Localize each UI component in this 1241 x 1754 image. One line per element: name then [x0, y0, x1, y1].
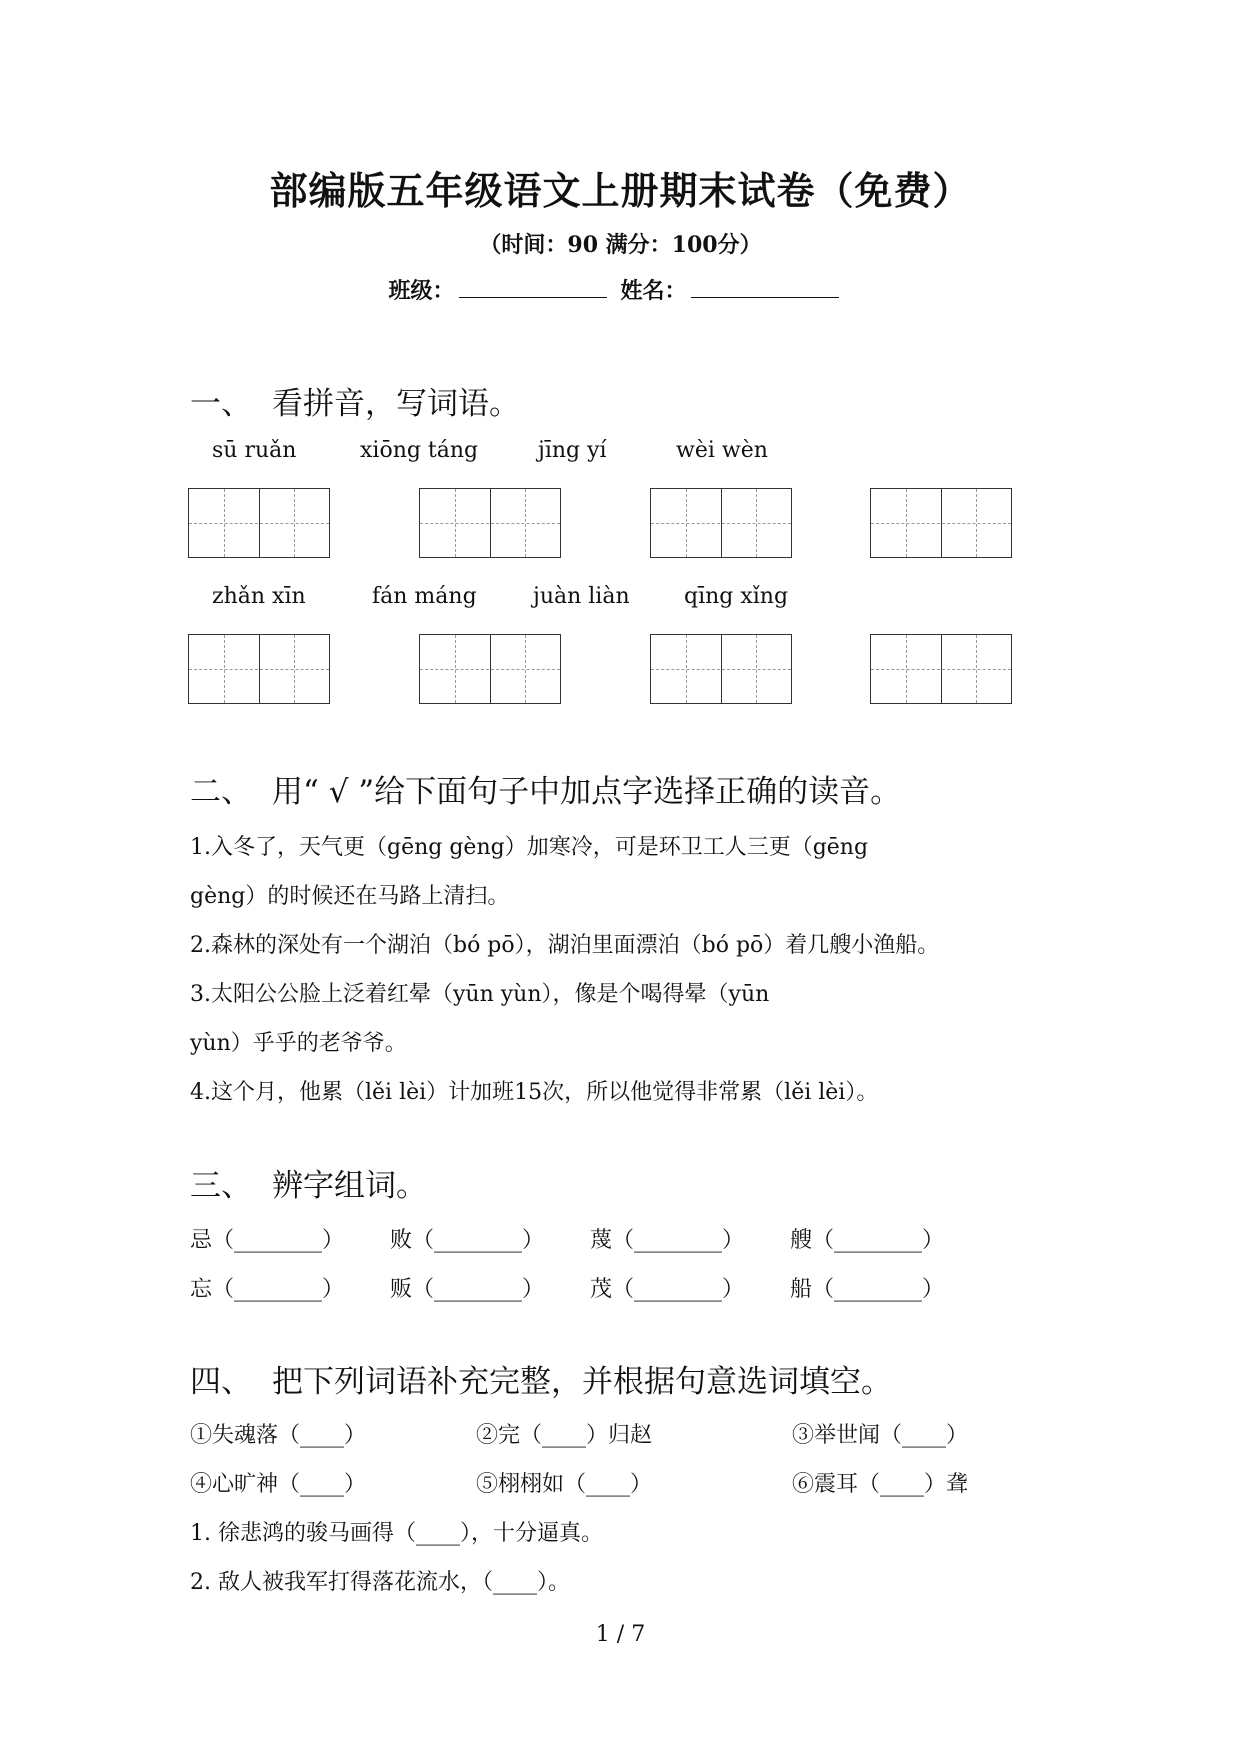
pinyin-2: xiōng táng: [360, 438, 479, 463]
idiom-fill[interactable]: ②完（____）归赵: [476, 1423, 653, 1448]
student-info: [0, 274, 1241, 305]
word-fill[interactable]: 忘（________）: [190, 1277, 345, 1302]
idiom-fill[interactable]: ③举世闻（____）: [792, 1423, 969, 1448]
idiom-fill[interactable]: ⑥震耳（____）聋: [792, 1472, 969, 1497]
section-3-heading: [190, 1160, 427, 1205]
word-fill[interactable]: 船（________）: [790, 1277, 945, 1302]
question-2-line-3: 2.森林的深处有一个湖泊（bó pō），湖泊里面漂泊（bó pō）着几艘小渔船。: [190, 933, 940, 958]
class-label: 班级：: [388, 278, 455, 304]
word-fill[interactable]: 茂（________）: [590, 1277, 745, 1302]
pinyin-6: fán máng: [372, 584, 477, 609]
question-4-sentence-2: 2. 敌人被我军打得落花流水，（____）。: [190, 1570, 570, 1595]
pinyin-8: qīng xǐng: [684, 584, 789, 609]
question-2-line-5: yùn）乎乎的老爷爷。: [190, 1031, 407, 1056]
writing-box-2[interactable]: [419, 488, 561, 558]
section-1-title: 看拼音，写词语。: [272, 386, 520, 422]
pinyin-3: jīng yí: [538, 438, 607, 463]
page-title: 部编版五年级语文上册期末试卷（免费）: [269, 168, 972, 213]
section-4-number: 四、: [190, 1364, 252, 1400]
section-2-title: 用“ √ ”给下面句子中加点字选择正确的读音。: [272, 774, 902, 810]
writing-box-6[interactable]: [419, 634, 561, 704]
exam-info: （时间：90 满分：100分）: [479, 232, 762, 258]
word-fill[interactable]: 蔑（________）: [590, 1228, 745, 1253]
writing-box-3[interactable]: [650, 488, 792, 558]
writing-box-1[interactable]: [188, 488, 330, 558]
word-fill[interactable]: 艘（________）: [790, 1228, 945, 1253]
section-4-heading: [190, 1356, 892, 1401]
word-fill[interactable]: 忌（________）: [190, 1228, 345, 1253]
pinyin-7: juàn liàn: [533, 584, 630, 609]
idiom-fill[interactable]: ④心旷神（____）: [190, 1472, 367, 1497]
writing-box-7[interactable]: [650, 634, 792, 704]
word-fill[interactable]: 败（________）: [390, 1228, 545, 1253]
question-2-line-2: gèng）的时候还在马路上清扫。: [190, 884, 510, 909]
section-2-number: 二、: [190, 774, 252, 810]
question-2-line-4: 3.太阳公公脸上泛着红晕（yūn yùn），像是个喝得晕（yūn: [190, 982, 770, 1007]
writing-box-8[interactable]: [870, 634, 1012, 704]
idiom-fill[interactable]: ⑤栩栩如（____）: [476, 1472, 653, 1497]
writing-box-4[interactable]: [870, 488, 1012, 558]
writing-box-5[interactable]: [188, 634, 330, 704]
section-2-heading: [190, 766, 901, 811]
word-fill[interactable]: 贩（________）: [390, 1277, 545, 1302]
section-3-number: 三、: [190, 1168, 252, 1204]
section-4-title: 把下列词语补充完整，并根据句意选词填空。: [272, 1364, 892, 1400]
question-2-line-1: 1.入冬了，天气更（gēng gèng）加寒冷，可是环卫工人三更（gēng: [190, 835, 869, 860]
page-number: 1 / 7: [595, 1622, 646, 1647]
question-4-sentence-1: 1. 徐悲鸿的骏马画得（____），十分逼真。: [190, 1521, 603, 1546]
idiom-fill[interactable]: ①失魂落（____）: [190, 1423, 367, 1448]
name-blank[interactable]: [691, 277, 839, 298]
pinyin-1: sū ruǎn: [212, 438, 297, 463]
name-label: 姓名：: [620, 278, 687, 304]
question-2-line-6: 4.这个月，他累（lěi lèi）计加班15次，所以他觉得非常累（lěi lèi）。: [190, 1080, 879, 1105]
pinyin-5: zhǎn xīn: [212, 584, 306, 609]
section-1-number: 一、: [190, 386, 252, 422]
section-3-title: 辨字组词。: [272, 1168, 427, 1204]
section-1-heading: [190, 378, 520, 423]
pinyin-4: wèi wèn: [676, 438, 768, 463]
class-blank[interactable]: [459, 277, 607, 298]
